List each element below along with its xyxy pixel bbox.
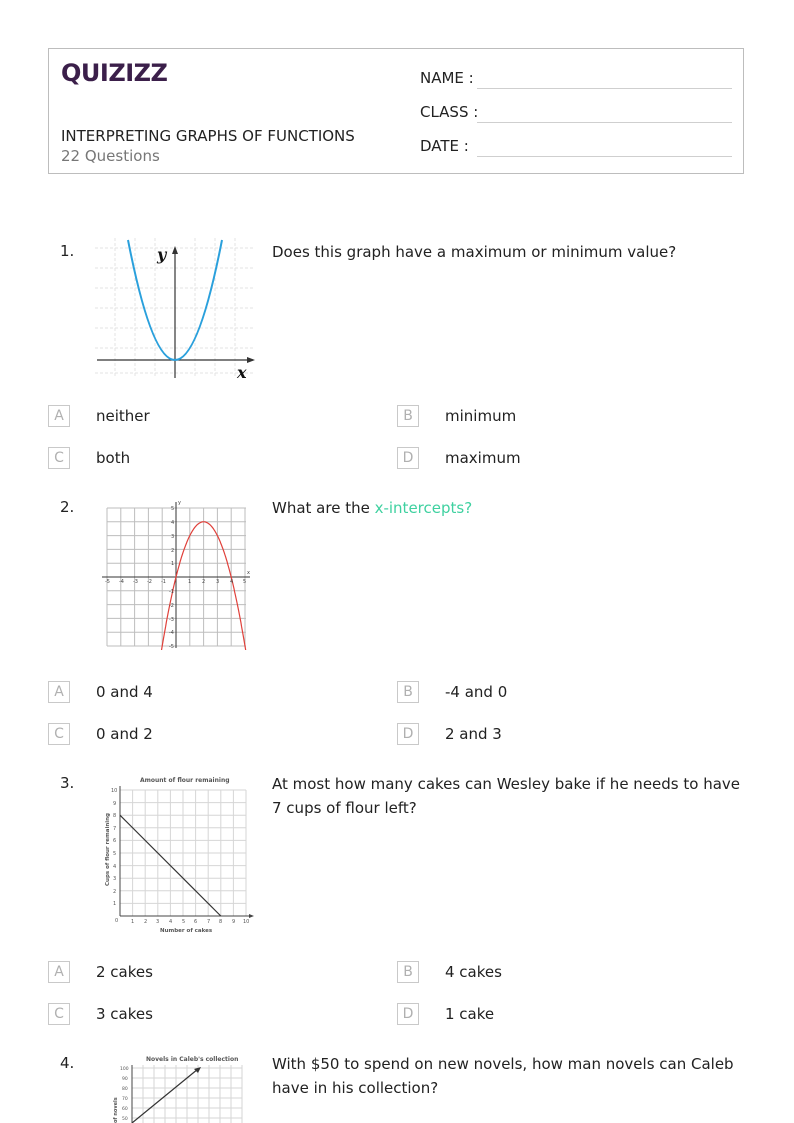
q2-ytick: 4 (171, 520, 175, 526)
q2-option-d-letter[interactable]: D (397, 723, 419, 745)
date-field[interactable] (420, 137, 732, 159)
question-1-graph (95, 238, 257, 382)
q1-option-b-letter[interactable]: B (397, 405, 419, 427)
q3-option-c-letter[interactable]: C (48, 1003, 70, 1025)
name-line[interactable] (477, 88, 732, 89)
q2-y-label: y (178, 500, 181, 506)
q2-xtick: 3 (216, 579, 220, 585)
q2-ytick: 3 (171, 534, 175, 540)
q3-ytick: 2 (113, 889, 117, 895)
q2-option-b-letter[interactable]: B (397, 681, 419, 703)
question-2-graph (100, 498, 252, 650)
q1-option-a-text[interactable]: neither (96, 407, 150, 425)
q4-ytick: 50 (122, 1117, 128, 1122)
q4-y-axis-title: of novels (113, 1097, 119, 1123)
q3-ytick: 3 (113, 876, 117, 882)
q4-tick-labels (120, 1066, 129, 1122)
q2-option-a-text[interactable]: 0 and 4 (96, 683, 153, 701)
q3-ytick: 1 (113, 901, 117, 907)
q3-y-axis-title: Cups of flour remaining (105, 813, 111, 886)
q3-ytick: 5 (113, 851, 117, 857)
q3-option-d-letter[interactable]: D (397, 1003, 419, 1025)
q3-xtick: 1 (131, 919, 135, 925)
q2-ytick: -1 (169, 589, 174, 595)
q3-option-c-text[interactable]: 3 cakes (96, 1005, 153, 1023)
q4-ytick: 80 (122, 1087, 128, 1092)
class-label: CLASS : (420, 103, 479, 121)
q3-xtick: 9 (232, 919, 236, 925)
q1-option-a-letter[interactable]: A (48, 405, 70, 427)
q2-ytick: 2 (171, 548, 175, 554)
worksheet-title: INTERPRETING GRAPHS OF FUNCTIONS (61, 127, 355, 145)
q4-ytick: 100 (120, 1067, 129, 1072)
q1-option-b-text[interactable]: minimum (445, 407, 517, 425)
name-label: NAME : (420, 69, 474, 87)
question-count: 22 Questions (61, 147, 160, 165)
q2-xtick: -4 (119, 579, 124, 585)
question-2-number: 2. (60, 498, 75, 516)
worksheet-header (48, 48, 744, 174)
question-1-text: Does this graph have a maximum or minimum value? (272, 243, 677, 261)
q2-ytick: -4 (169, 630, 174, 636)
q2-option-c-text[interactable]: 0 and 2 (96, 725, 153, 743)
q1-x-arrow (247, 357, 255, 363)
q3-x-axis-title: Number of cakes (160, 928, 213, 934)
q2-xtick: -2 (147, 579, 152, 585)
q1-y-arrow (172, 246, 178, 254)
name-field[interactable] (420, 69, 732, 91)
q2-xtick: 1 (188, 579, 192, 585)
question-4-graph (108, 1053, 248, 1123)
q2-xtick: -3 (133, 579, 138, 585)
q1-option-c-text[interactable]: both (96, 449, 131, 467)
q1-x-label: x (237, 363, 247, 382)
q4-ytick: 60 (122, 1107, 128, 1112)
q4-ytick: 90 (122, 1077, 128, 1082)
q2-ytick: 5 (171, 506, 175, 512)
q2-ytick: -2 (169, 603, 174, 609)
q2-xtick: -5 (105, 579, 110, 585)
quizizz-logo: QUIZIZZ (61, 59, 168, 87)
question-1-number: 1. (60, 242, 75, 260)
q3-x-arrow (249, 914, 254, 918)
q3-option-b-letter[interactable]: B (397, 961, 419, 983)
q2-xtick: 5 (243, 579, 247, 585)
q2-option-c-letter[interactable]: C (48, 723, 70, 745)
q1-option-c-letter[interactable]: C (48, 447, 70, 469)
q3-xtick: 5 (182, 919, 186, 925)
q2-option-a-letter[interactable]: A (48, 681, 70, 703)
q2-tick-labels (105, 500, 250, 650)
q3-ytick: 8 (113, 813, 117, 819)
q3-xtick: 2 (144, 919, 148, 925)
q3-ytick: 0 (115, 918, 119, 924)
q2-option-d-text[interactable]: 2 and 3 (445, 725, 502, 743)
q2-option-b-text[interactable]: -4 and 0 (445, 683, 508, 701)
question-3-text: At most how many cakes can Wesley bake if he needs to have 7 cups of flour left? (272, 775, 741, 817)
q2-ytick: -5 (169, 644, 174, 650)
q3-chart-title: Amount of flour remaining (140, 777, 230, 784)
q2-xtick: -1 (161, 579, 166, 585)
q2-xtick: 2 (202, 579, 206, 585)
q4-grid (132, 1065, 242, 1123)
q3-xtick: 6 (194, 919, 198, 925)
question-3-number: 3. (60, 774, 75, 792)
question-4-number: 4. (60, 1054, 75, 1072)
q3-option-a-letter[interactable]: A (48, 961, 70, 983)
question-2-text-highlight: x-intercepts? (374, 499, 473, 517)
question-2-text (272, 496, 752, 520)
q2-ytick: -3 (169, 617, 174, 623)
date-label: DATE : (420, 137, 469, 155)
q3-ytick: 4 (113, 864, 117, 870)
question-4-text: With $50 to spend on new novels, how man novels can Caleb have in his collection? (272, 1055, 734, 1097)
q3-xtick: 3 (156, 919, 160, 925)
q1-option-d-text[interactable]: maximum (445, 449, 521, 467)
q3-option-a-text[interactable]: 2 cakes (96, 963, 153, 981)
q3-grid (120, 790, 246, 916)
q3-tick-labels (111, 788, 249, 925)
q4-ytick: 70 (122, 1097, 128, 1102)
q2-ytick: 1 (171, 561, 175, 567)
q4-chart-title: Novels in Caleb's collection (146, 1056, 239, 1063)
q3-option-b-text[interactable]: 4 cakes (445, 963, 502, 981)
q3-xtick: 4 (169, 919, 173, 925)
question-2-text-main: What are the (272, 499, 375, 517)
q3-ytick: 9 (113, 801, 117, 807)
q1-y-label: y (157, 245, 167, 264)
class-line[interactable] (477, 122, 732, 123)
q3-xtick: 8 (219, 919, 223, 925)
q3-ytick: 7 (113, 826, 117, 832)
q3-ytick: 6 (113, 838, 117, 844)
q2-xtick: 4 (230, 579, 234, 585)
q2-x-label: x (247, 570, 250, 576)
q3-xtick: 10 (243, 919, 250, 925)
q1-option-d-letter[interactable]: D (397, 447, 419, 469)
question-3-graph (100, 774, 256, 936)
q3-ytick: 10 (111, 788, 118, 794)
q3-xtick: 7 (207, 919, 211, 925)
date-line[interactable] (477, 156, 732, 157)
q3-option-d-text[interactable]: 1 cake (445, 1005, 495, 1023)
class-field[interactable] (420, 103, 732, 125)
